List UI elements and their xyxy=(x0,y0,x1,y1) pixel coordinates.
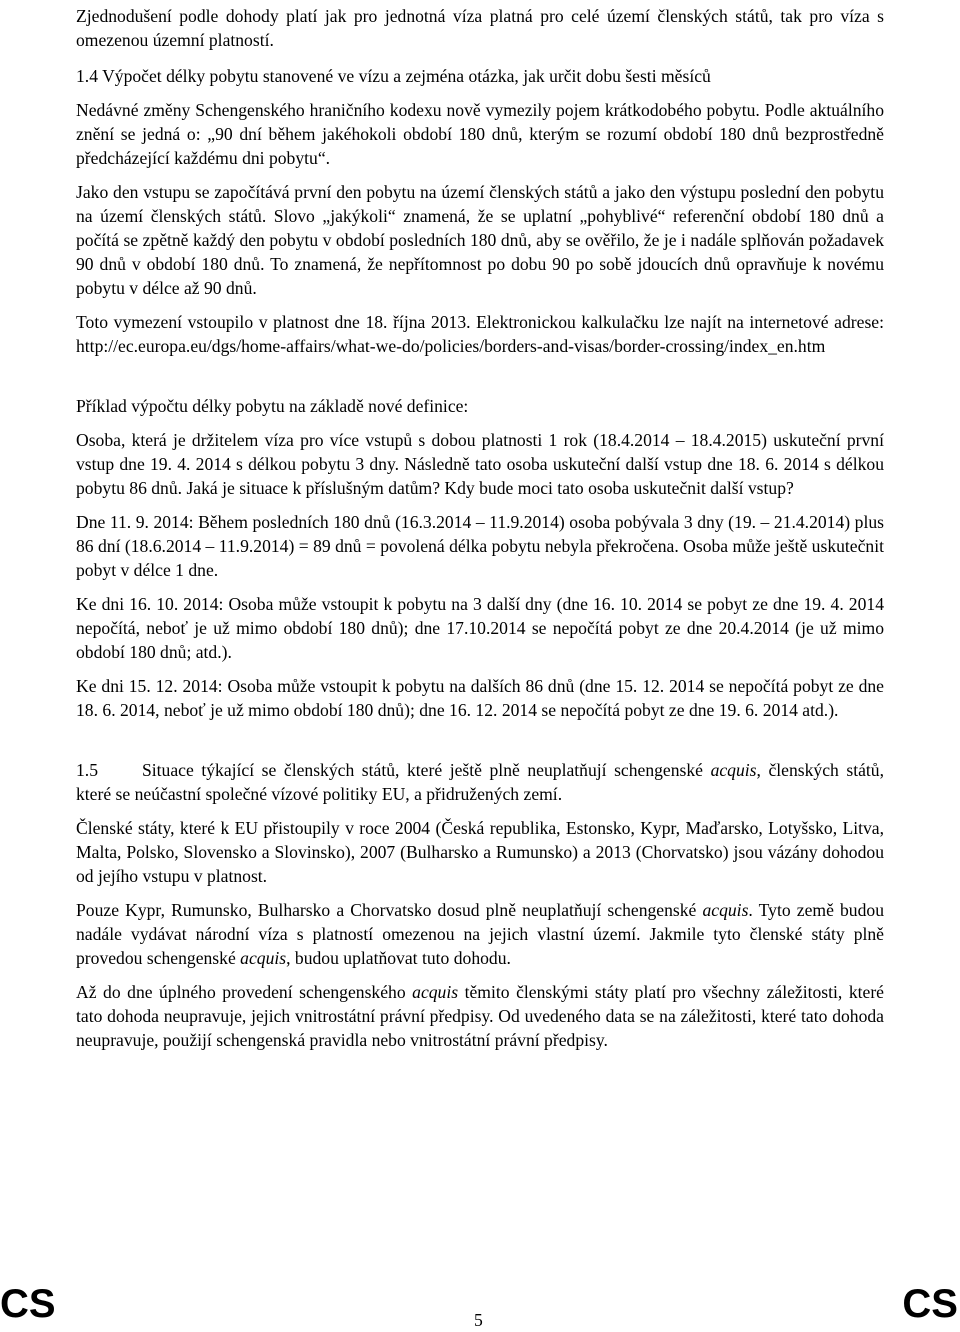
paragraph-example-intro: Osoba, která je držitelem víza pro více vstupů s dobou platnosti 1 rok (18.4.2014 – 18.4.2015) uskuteční první vstup dne 19. 4. 2014 s délkou pobytu 3 dny. Následně tato osoba uskuteční další vstup dne 18. 6. 2014 s délkou pobytu 86 dnů. Jaká je situace k příslušným datům? Kdy bude moci tato osoba uskutečnit další vstup? xyxy=(76,430,884,498)
paragraph-national-visas xyxy=(76,898,884,970)
section-title-part-a: Situace týkající se členských států, které ještě plně neuplatňují schengenské xyxy=(142,760,711,780)
paragraph-entry-exit-days: Jako den vstupu se započítává první den pobytu na území členských států a jako den výstupu poslední den pobytu na území členských států. Slovo „jakýkoli“ znamená, že se uplatní „pohyblivé“ referenční období 180 dnů a počítá se zpětně každý den pobytu v období posledních 180 dnů, aby se ověřilo, že je i nadále splňován požadavek 90 dnů v období 180 dnů. To znamená, že nepřítomnost po dobu 90 po sobě jdoucích dnů opravňuje k novému pobytu v délce až 90 dnů. xyxy=(76,182,884,298)
paragraph-example-dec: Ke dni 15. 12. 2014: Osoba může vstoupit k pobytu na dalších 86 dnů (dne 15. 12. 2014 se nepočítá pobyt ze dne 18. 6. 2014, neboť je už mimo období 180 dnů); dne 16. 12. 2014 se nepočítá pobyt ze dne 19. 6. 2014 atd.). xyxy=(76,676,884,720)
paragraph-member-states: Členské státy, které k EU přistoupily v roce 2004 (Česká republika, Estonsko, Kypr, Maďarsko, Lotyšsko, Litva, Malta, Polsko, Slovensko a Slovinsko), 2007 (Bulharsko a Rumunsko) a 2013 (Chorvatsko) jsou vázány dohodou od jejího vstupu v platnost. xyxy=(76,818,884,886)
footer-language-mark-left: CS xyxy=(0,1282,56,1326)
section-heading-1-5 xyxy=(76,758,884,806)
page-number: 5 xyxy=(474,1310,483,1330)
text-segment: , budou uplatňovat tuto dohodu. xyxy=(286,948,511,968)
acquis-term: acquis xyxy=(240,948,287,968)
acquis-term: acquis xyxy=(412,982,459,1002)
section-number: 1.5 xyxy=(76,760,98,780)
paragraph-short-stay-definition: Nedávné změny Schengenského hraničního kodexu nově vymezily pojem krátkodobého pobytu. Podle aktuálního znění se jedná o: „90 dní během jakéhokoli období 180 dnů, kterým se rozumí období 180 dnů bezprostředně předcházející každému dni pobytu“. xyxy=(76,100,884,168)
paragraph-national-rules xyxy=(76,980,884,1052)
paragraph-visa-simplification: Zjednodušení podle dohody platí jak pro jednotná víza platná pro celé území členských států, tak pro víza s omezenou územní platností. xyxy=(76,6,884,50)
acquis-term: acquis xyxy=(702,900,749,920)
footer-language-mark-right: CS xyxy=(902,1282,958,1326)
paragraph-example-sept: Dne 11. 9. 2014: Během posledních 180 dnů (16.3.2014 – 11.9.2014) osoba pobývala 3 dny (19. – 21.4.2014) plus 86 dní (18.6.2014 – 11.9.2014) = 89 dnů = povolená délka pobytu nebyla překročena. Osoba může ještě uskutečnit pobyt v délce 1 dne. xyxy=(76,512,884,580)
text-segment: těmito členskými státy platí pro všechny záležitosti, které tato dohoda neupravuje, jejich vnitrostátní právní předpisy. Od uvedeného data se na záležitosti, které tato dohoda neupravuje, použijí schengenská pravidla nebo vnitrostátní právní předpisy. xyxy=(76,982,884,1050)
paragraph-example-oct: Ke dni 16. 10. 2014: Osoba může vstoupit k pobytu na 3 další dny (dne 16. 10. 2014 se pobyt ze dne 19. 4. 2014 nepočítá, neboť je už mimo období 180 dnů); dne 17.10.2014 se nepočítá pobyt ze dne 20.4.2014 (je už mimo období 180 dnů; atd.). xyxy=(76,594,884,662)
page-content xyxy=(76,0,884,1052)
paragraph-calculator-link: Toto vymezení vstoupilo v platnost dne 18. října 2013. Elektronickou kalkulačku lze najít na internetové adrese: http://ec.europa.eu/dgs/home-affairs/what-we-do/policies/borders-and-visas/border-crossing/index_en.htm xyxy=(76,312,884,356)
text-segment: Pouze Kypr, Rumunsko, Bulharsko a Chorvatsko dosud plně neuplatňují schengenské xyxy=(76,900,703,920)
text-segment: Až do dne úplného provedení schengenského xyxy=(76,982,413,1002)
section-heading-1-4: 1.4 Výpočet délky pobytu stanovené ve vízu a zejména otázka, jak určit dobu šesti měsíců xyxy=(76,66,711,86)
section-title-part-b: , členských států, které se neúčastní společné vízové politiky EU, a přidružených zemí. xyxy=(76,760,884,804)
text-segment: . Tyto země budou nadále vydávat národní víza s platností omezenou na jejich vlastní území. Jakmile tyto členské státy plně provedou schengenské xyxy=(76,900,884,968)
paragraph-example-heading: Příklad výpočtu délky pobytu na základě nové definice: xyxy=(76,396,469,416)
section-title-acquis: acquis xyxy=(710,760,757,780)
